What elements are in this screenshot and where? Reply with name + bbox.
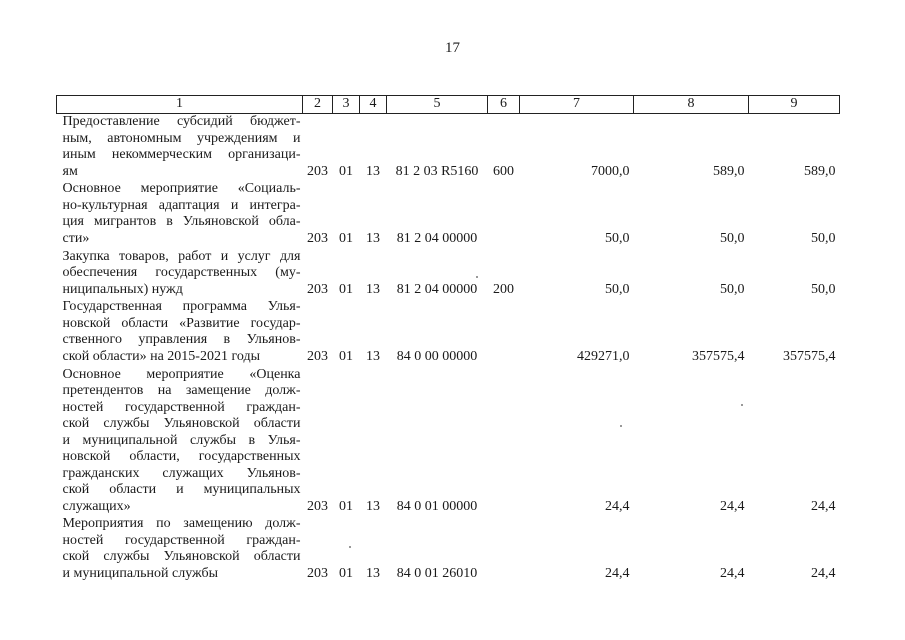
amount-col-7: 50,0 <box>605 230 630 246</box>
admin-code: 203 <box>307 163 328 179</box>
description-line: и муниципальной службы в Улья- <box>62 432 301 448</box>
description-line: иным некоммерческим организаци- <box>62 147 301 162</box>
description-line: сти» <box>62 230 90 246</box>
expense-type-code: 600 <box>493 163 514 179</box>
row-description <box>57 248 303 299</box>
amount-col-9: 357575,4 <box>783 348 836 364</box>
section-code: 01 <box>339 348 353 364</box>
column-header: 1 <box>57 96 303 114</box>
amount-col-8: 589,0 <box>713 163 745 179</box>
description-line: ской области» на 2015-2021 годы <box>62 348 260 364</box>
description-line: ской области и муниципальных <box>62 482 301 497</box>
expense-type-code <box>488 366 520 516</box>
description-line: служащих» <box>62 498 131 514</box>
amount-col-7: 429271,0 <box>577 348 630 364</box>
amount-col-7: 24,4 <box>605 565 630 581</box>
description-line: ской службы Ульяновской области <box>62 549 301 564</box>
description-line: ностей государственной граждан- <box>62 399 301 415</box>
subsection-code: 13 <box>366 230 380 246</box>
column-header: 6 <box>488 96 520 114</box>
amount-col-8: 50,0 <box>720 281 745 297</box>
amount-col-8: 24,4 <box>720 565 745 581</box>
description-line: Закупка товаров, работ и услуг для <box>62 248 301 264</box>
description-line: Основное мероприятие «Социаль- <box>62 181 301 196</box>
column-header: 5 <box>387 96 488 114</box>
header-row <box>57 96 840 114</box>
column-header: 2 <box>303 96 333 114</box>
target-article-code: 84 0 01 00000 <box>396 498 478 514</box>
amount-col-9: 24,4 <box>811 498 836 514</box>
column-header: 7 <box>520 96 634 114</box>
admin-code: 203 <box>307 498 328 514</box>
table-row <box>57 114 840 182</box>
subsection-code: 13 <box>366 163 380 179</box>
row-description <box>57 181 303 248</box>
subsection-code: 13 <box>366 348 380 364</box>
description-line: ственного управления в Ульянов- <box>62 332 301 347</box>
amount-col-7: 50,0 <box>605 281 630 297</box>
target-article-code: 81 2 04 00000 <box>396 281 478 297</box>
target-article-code: 84 0 00 00000 <box>396 348 478 364</box>
column-header: 4 <box>360 96 387 114</box>
description-line: претендентов на замещение долж- <box>62 383 301 398</box>
amount-col-7: 7000,0 <box>591 163 630 179</box>
amount-col-9: 589,0 <box>804 163 836 179</box>
table-row <box>57 299 840 366</box>
amount-col-8: 24,4 <box>720 498 745 514</box>
target-article-code: 81 2 03 R5160 <box>395 163 479 179</box>
column-header: 3 <box>333 96 360 114</box>
amount-col-8: 50,0 <box>720 230 745 246</box>
expense-type-code: 200 <box>493 281 514 297</box>
scan-speck <box>349 546 351 548</box>
table-row <box>57 248 840 299</box>
description-line: ям <box>62 163 78 179</box>
subsection-code: 13 <box>366 498 380 514</box>
section-code: 01 <box>339 163 353 179</box>
column-header: 8 <box>634 96 749 114</box>
section-code: 01 <box>339 230 353 246</box>
section-code: 01 <box>339 281 353 297</box>
amount-col-7: 24,4 <box>605 498 630 514</box>
budget-table <box>56 95 840 583</box>
description-line: новской области «Развитие государ- <box>62 315 301 331</box>
description-line: Основное мероприятие «Оценка <box>62 366 301 382</box>
scan-speck <box>620 425 622 427</box>
column-header: 9 <box>749 96 840 114</box>
scan-speck <box>476 276 478 278</box>
target-article-code: 84 0 01 26010 <box>396 565 478 581</box>
description-line: ция мигрантов в Ульяновской обла- <box>62 214 301 229</box>
subsection-code: 13 <box>366 565 380 581</box>
expense-type-code <box>488 516 520 583</box>
subsection-code: 13 <box>366 281 380 297</box>
description-line: и муниципальной службы <box>62 565 219 581</box>
description-line: Государственная программа Улья- <box>62 299 301 314</box>
description-line: гражданских служащих Ульянов- <box>62 465 301 481</box>
section-code: 01 <box>339 565 353 581</box>
description-line: но-культурная адаптация и интегра- <box>62 197 301 213</box>
description-line: ностей государственной граждан- <box>62 532 301 548</box>
page-number: 17 <box>445 40 460 56</box>
row-description <box>57 516 303 583</box>
description-line: Предоставление субсидий бюджет- <box>62 114 301 129</box>
amount-col-8: 357575,4 <box>692 348 745 364</box>
amount-col-9: 24,4 <box>811 565 836 581</box>
row-description <box>57 299 303 366</box>
description-line: Мероприятия по замещению долж- <box>62 516 301 531</box>
row-description <box>57 114 303 182</box>
admin-code: 203 <box>307 230 328 246</box>
admin-code: 203 <box>307 565 328 581</box>
row-description <box>57 366 303 516</box>
target-article-code: 81 2 04 00000 <box>396 230 478 246</box>
description-line: обеспечения государственных (му- <box>62 265 301 280</box>
admin-code: 203 <box>307 348 328 364</box>
description-line: ской службы Ульяновской области <box>62 416 301 431</box>
section-code: 01 <box>339 498 353 514</box>
admin-code: 203 <box>307 281 328 297</box>
description-line: ниципальных) нужд <box>62 281 183 297</box>
table-row <box>57 181 840 248</box>
expense-type-code <box>488 299 520 366</box>
amount-col-9: 50,0 <box>811 230 836 246</box>
scan-speck <box>741 404 743 406</box>
table-row <box>57 516 840 583</box>
expense-type-code <box>488 181 520 248</box>
table-row <box>57 366 840 516</box>
amount-col-9: 50,0 <box>811 281 836 297</box>
description-line: новской области, государственных <box>62 449 301 464</box>
description-line: ным, автономным учреждениям и <box>62 130 301 146</box>
